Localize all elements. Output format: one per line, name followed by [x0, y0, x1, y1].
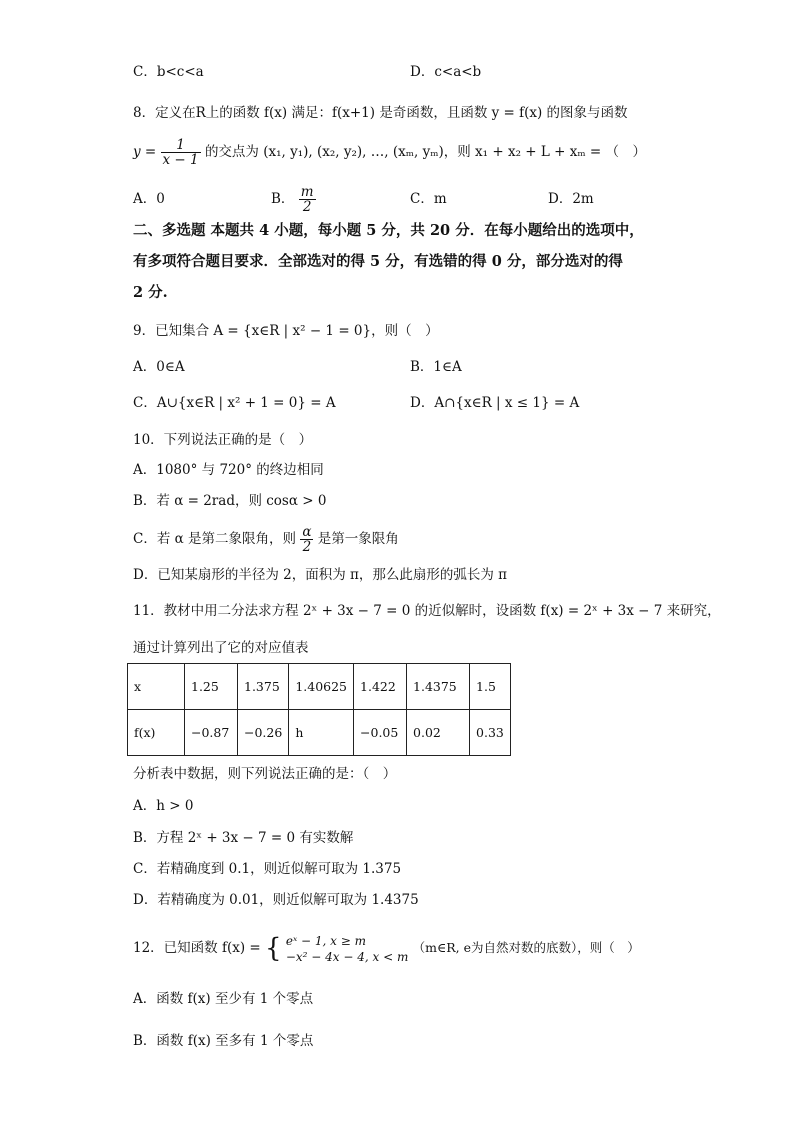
- q12-case1: eˣ − 1, x ≥ m: [285, 933, 366, 948]
- q8-fraction-num: 1: [161, 138, 201, 153]
- section2-heading-line1: 二、多选题 本题共 4 小题，每小题 5 分，共 20 分．在每小题给出的选项中，: [133, 222, 644, 239]
- table-cell: 1.25: [185, 664, 238, 710]
- table-cell: 1.5: [470, 664, 511, 710]
- q8-option-a: A．0: [133, 191, 165, 207]
- q9-option-a: A．0∈A: [133, 359, 185, 375]
- q11-option-d: D．若精确度为 0.01，则近似解可取为 1.4375: [133, 892, 419, 908]
- q12-stem-post: （m∈R, e为自然对数的底数），则（ ）: [412, 940, 640, 955]
- q10-option-c-num: α: [302, 524, 312, 540]
- q10-option-b: B．若 α = 2rad，则 cosα > 0: [133, 493, 327, 509]
- table-cell: 1.422: [354, 664, 407, 710]
- q8-stem-line2-text: 的交点为 (x₁, y₁), (x₂, y₂), …, (xₘ, yₘ)，则 x₁ + x₂ + L + xₘ = （ ）: [204, 144, 647, 160]
- section2-heading-line3: 2 分.: [133, 284, 168, 301]
- q8-option-b-fraction: [299, 185, 316, 214]
- q12-option-a: A．函数 f(x) 至少有 1 个零点: [133, 991, 314, 1007]
- q8-option-d: D．2m: [548, 191, 594, 207]
- q12-piecewise-cases: [286, 933, 409, 965]
- q10-option-c: [133, 522, 399, 556]
- q12-stem: [133, 928, 640, 969]
- q10-option-c-den: 2: [302, 539, 312, 555]
- q10-option-c-pre: C．若 α 是第二象限角，则: [133, 531, 297, 547]
- q9-option-b: B．1∈A: [410, 359, 462, 375]
- q11-option-b: B．方程 2ˣ + 3x − 7 = 0 有实数解: [133, 830, 354, 846]
- table-cell: 0.02: [407, 710, 470, 756]
- table-cell: 1.4375: [407, 664, 470, 710]
- q10-stem: 10．下列说法正确的是（ ）: [133, 432, 313, 448]
- table-cell: h: [289, 710, 354, 756]
- q12-option-b: B．函数 f(x) 至多有 1 个零点: [133, 1033, 314, 1049]
- q11-option-c: C．若精确度到 0.1，则近似解可取为 1.375: [133, 861, 402, 877]
- q11-option-a: A．h > 0: [133, 798, 194, 814]
- q9-option-d: D．A∩{x∈R | x ≤ 1} = A: [410, 395, 580, 411]
- q12-case2: −x² − 4x − 4, x < m: [285, 949, 409, 964]
- table-cell: −0.87: [185, 710, 238, 756]
- q10-option-a: A．1080° 与 720° 的终边相同: [133, 462, 324, 478]
- table-cell: −0.26: [238, 710, 289, 756]
- q8-stem-line2: [133, 136, 646, 168]
- table-row: [128, 664, 511, 710]
- q11-stem-line2: 通过计算列出了它的对应值表: [133, 640, 309, 656]
- q9-stem: 9．已知集合 A = {x∈R | x² − 1 = 0}，则（ ）: [133, 323, 439, 339]
- q10-option-c-fraction: [300, 525, 313, 554]
- q10-option-d: D．已知某扇形的半径为 2，面积为 π，那么此扇形的弧长为 π: [133, 567, 508, 583]
- q12-left-brace-icon: {: [265, 933, 282, 964]
- table-cell: f(x): [128, 710, 185, 756]
- q7-option-d: D．c<a<b: [410, 64, 482, 80]
- q8-option-b-label: B．: [271, 191, 295, 207]
- table-cell: −0.05: [354, 710, 407, 756]
- q12-stem-pre: 12．已知函数 f(x) =: [133, 940, 261, 956]
- q8-option-b-num: m: [300, 184, 314, 200]
- table-cell: 0.33: [470, 710, 511, 756]
- table-cell: x: [128, 664, 185, 710]
- q8-option-b-den: 2: [302, 199, 312, 215]
- q11-stem-line3: 分析表中数据，则下列说法正确的是：（ ）: [133, 766, 397, 782]
- table-cell: 1.40625: [289, 664, 354, 710]
- q8-option-b: [271, 183, 316, 215]
- q8-option-c: C．m: [410, 191, 447, 207]
- q8-fraction-den: x − 1: [162, 152, 199, 168]
- q8-stem-line1: 8．定义在R上的函数 f(x) 满足：f(x+1) 是奇函数，且函数 y = f(x) 的图象与函数: [133, 105, 628, 121]
- q11-stem-line1: 11．教材中用二分法求方程 2ˣ + 3x − 7 = 0 的近似解时，设函数 f(x) = 2ˣ + 3x − 7 来研究，: [133, 603, 721, 619]
- section2-heading-line2: 有多项符合题目要求．全部选对的得 5 分，有选错的得 0 分，部分选对的得: [133, 253, 623, 270]
- q9-option-c: C．A∪{x∈R | x² + 1 = 0} = A: [133, 395, 336, 411]
- table-cell: 1.375: [238, 664, 289, 710]
- q8-fraction: [161, 138, 201, 167]
- q11-value-table: [127, 663, 511, 756]
- q8-y-equals: y =: [133, 144, 157, 160]
- q10-option-c-post: 是第一象限角: [317, 531, 399, 547]
- table-row: [128, 710, 511, 756]
- q7-option-c: C．b<c<a: [133, 64, 204, 80]
